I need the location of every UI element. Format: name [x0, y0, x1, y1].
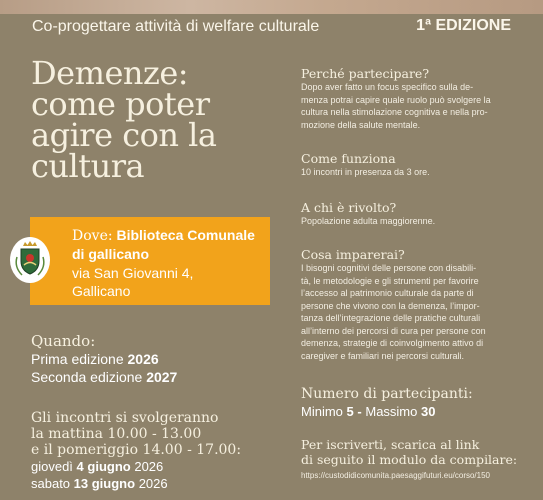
- why-section: [301, 66, 531, 131]
- location-box: [30, 217, 270, 305]
- title-line: agire con la: [31, 116, 217, 154]
- edition-line: [31, 350, 177, 368]
- text-line: tà, le metodologie e gli strumenti per favorire: [301, 275, 479, 286]
- why-heading: Perché partecipare?: [301, 66, 430, 81]
- participants-heading: Numero di partecipanti:: [301, 386, 473, 402]
- why-text: [301, 81, 531, 131]
- date-date: 13 giugno: [73, 476, 136, 491]
- min-label: Minimo: [301, 404, 343, 419]
- address-line: Gallicano: [72, 283, 131, 299]
- text-line: demenza, strategie di coinvolgimento attivo di: [301, 338, 484, 348]
- text-line: l’accesso al patrimonio culturale da parte di: [301, 288, 474, 298]
- schedule-heading: Gli incontri si svolgeranno: [31, 410, 219, 426]
- text-line: I bisogni cognitivi delle persone con disabili-: [301, 263, 477, 273]
- venue-line: di gallicano: [72, 246, 150, 262]
- audience-heading: A chi è rivolto?: [301, 200, 397, 215]
- edition-badge: 1ª EDIZIONE: [416, 17, 511, 34]
- title-line: cultura: [31, 147, 145, 185]
- date-day: giovedì: [31, 459, 73, 474]
- title-line: come poter: [31, 85, 210, 123]
- schedule-heading: la mattina 10.00 - 13.00: [31, 426, 202, 442]
- location-address: [72, 264, 193, 300]
- participants-section: [301, 386, 531, 420]
- schedule-heading: e il pomeriggio 14.00 - 17.00:: [31, 442, 242, 458]
- text-line: tanza dell’integrazione delle pratiche culturali: [301, 313, 481, 323]
- signup-heading: Per iscriverti, scarica al link: [301, 437, 480, 452]
- signup-heading: di seguito il modulo da compilare:: [301, 452, 518, 467]
- schedule-date: [31, 475, 241, 492]
- text-line: all’interno dei percorsi di cura per persone con: [301, 325, 486, 336]
- venue-line: Biblioteca Comunale: [116, 227, 255, 243]
- text-line: caregiver e familiari nei percorsi culturali.: [301, 350, 465, 361]
- header-subtitle: Co-progettare attività di welfare culturale: [32, 18, 320, 35]
- audience-text: Popolazione adulta maggiorenne.: [301, 216, 436, 226]
- edition-line: [31, 368, 177, 386]
- learn-section: [301, 247, 531, 362]
- title-line: Demenze:: [31, 54, 189, 92]
- min-value: 5: [346, 404, 354, 419]
- schedule-date: [31, 458, 241, 475]
- text-line: Dopo aver fatto un focus specifico sulla de-: [301, 82, 474, 92]
- date-year: 2026: [134, 459, 164, 474]
- edition-text: Prima edizione: [31, 351, 124, 367]
- how-heading: Come funziona: [301, 151, 396, 166]
- when-section: [31, 332, 177, 386]
- edition-year: 2027: [146, 369, 178, 385]
- learn-heading: Cosa imparerai?: [301, 247, 405, 262]
- municipal-logo-icon: [10, 237, 50, 283]
- location-venue: [72, 226, 255, 263]
- signup-section: [301, 437, 531, 483]
- text-line: menza potrai capire quale ruolo può svolgere la: [301, 94, 491, 105]
- location-label: Dove:: [72, 228, 113, 244]
- participants-range: [301, 403, 531, 420]
- address-line: via San Giovanni 4,: [72, 265, 194, 281]
- date-day: sabato: [31, 476, 71, 491]
- learn-text: [301, 262, 531, 362]
- edition-text: Seconda edizione: [31, 369, 143, 385]
- signup-link[interactable]: https://custodidicomunita.paesaggifuturi.eu/corso/150: [301, 471, 491, 480]
- text-line: cultura nella stimolazione cognitiva e nella pro-: [301, 107, 488, 117]
- header-band: [0, 12, 543, 44]
- date-year: 2026: [138, 476, 168, 491]
- how-text: 10 incontri in presenza da 3 ore.: [301, 167, 430, 177]
- text-line: persone che vivono con la demenza, l’impor-: [301, 300, 480, 311]
- edition-year: 2026: [127, 351, 159, 367]
- max-value: 30: [421, 404, 436, 419]
- audience-section: [301, 200, 531, 228]
- schedule-section: [31, 410, 241, 492]
- max-label: Massimo: [365, 404, 418, 419]
- how-section: [301, 151, 531, 179]
- range-separator: -: [357, 404, 362, 419]
- date-date: 4 giugno: [76, 459, 131, 474]
- when-heading: Quando:: [31, 332, 96, 350]
- page-title: [31, 54, 281, 185]
- text-line: mozione della salute mentale.: [301, 119, 421, 130]
